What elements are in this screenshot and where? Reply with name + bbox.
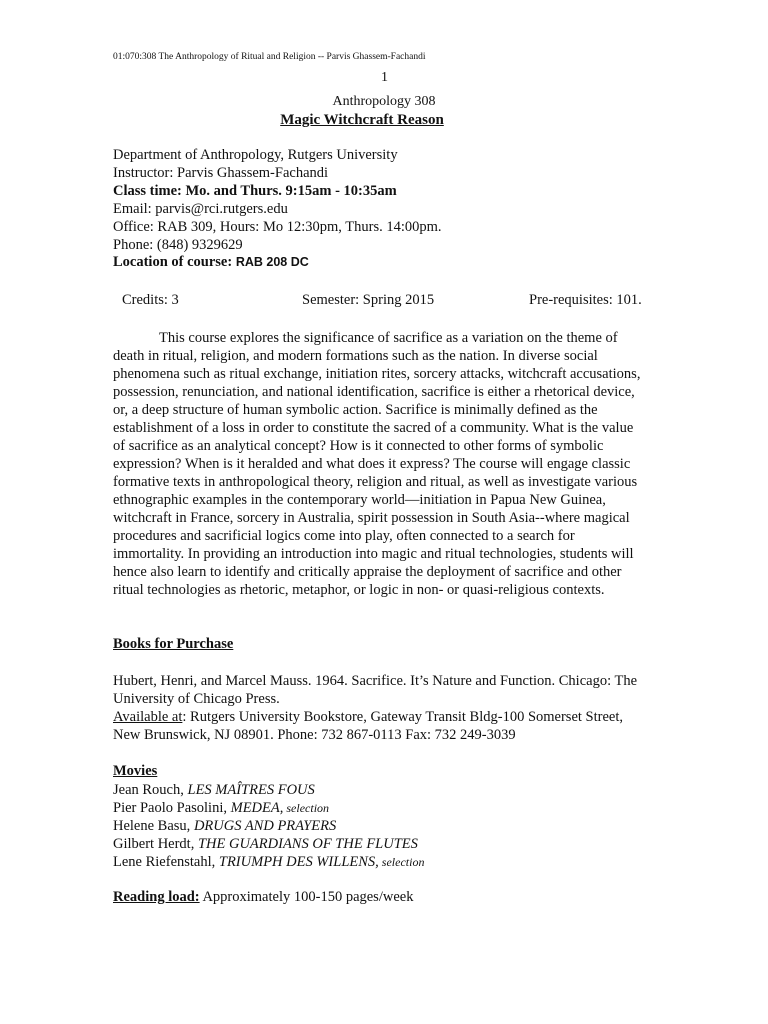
movie-item: Pier Paolo Pasolini, MEDEA, selection <box>113 800 330 816</box>
location <box>113 254 442 272</box>
email: Email: parvis@rci.rutgers.edu <box>113 200 288 217</box>
books-heading: Books for Purchase <box>113 636 234 652</box>
movie-title: LES MAÎTRES FOUS <box>187 782 315 798</box>
reading-text: Approximately 100-150 pages/week <box>199 889 414 905</box>
phone: Phone: (848) 9329629 <box>113 236 243 253</box>
movie-item: Jean Rouch, LES MAÎTRES FOUS <box>113 782 315 798</box>
semester: Semester: Spring 2015 <box>302 292 435 308</box>
department: Department of Anthropology, Rutgers University <box>113 147 398 163</box>
office: Office: RAB 309, Hours: Mo 12:30pm, Thurs. 14:00pm. <box>113 218 442 235</box>
instructor: Instructor: Parvis Ghassem-Fachandi <box>113 164 329 181</box>
movie-title: THE GUARDIANS OF THE FLUTES <box>197 836 418 852</box>
movie-item: Helene Basu, DRUGS AND PRAYERS <box>113 818 337 834</box>
movie-list <box>113 781 424 871</box>
location-label: Location of course: <box>113 254 233 271</box>
movie-item: Gilbert Herdt, THE GUARDIANS OF THE FLUTES <box>113 836 418 852</box>
book-citation: Hubert, Henri, and Marcel Mauss. 1964. Sacrifice. It’s Nature and Function. Chicago: The University of Chicago Press. <box>113 673 638 707</box>
course-description: This course explores the significance of sacrifice as a variation on the theme of death in ritual, religion, and modern formations such as the nation. In diverse social phenomena such as ritual exchange, initiation rites, sorcery attacks, witchcraft accusations, possession, renunciation, and national identification, sacrifice is either a rhetorical device, or, a deep structure of human symbolic action. Sacrifice is minimally defined as the establishment of a loss in order to constitute the sacred of a community. What is the value of sacrifice as an analytical concept? How is it connected to other forms of symbolic expression? When is it heralded and what does it express? The course will engage classic formative texts in anthropological theory, religion and ritual, as well as investigate various ethnographic examples in the contemporary world—initiation in Papua New Guinea, witchcraft in France, sorcery in Australia, spirit possession in South Asia--where magical procedures and sacrificial logics come into play, often connected to a search for immortality. In providing an introduction into magic and ritual technologies, students will hence also learn to identify and critically appraise the deployment of sacrifice and other ritual technologies as rhetoric, metaphor, or logic in non- or quasi-religious contexts. <box>113 330 641 598</box>
movies-heading: Movies <box>113 763 158 779</box>
credits: Credits: 3 <box>122 292 179 308</box>
page-number: 1 <box>381 70 388 85</box>
course-info <box>113 147 442 272</box>
course-title: Magic Witchcraft Reason <box>280 112 444 128</box>
available-text: : Rutgers University Bookstore, Gateway Transit Bldg-100 Somerset Street, New Brunswick, NJ 08901. Phone: 732 867-0113 Fax: 732 249-3039 <box>113 709 623 743</box>
book-entry <box>113 672 643 744</box>
available-label: Available at <box>113 709 183 725</box>
movie-title: DRUGS AND PRAYERS <box>193 818 337 834</box>
course-number: Anthropology 308 <box>332 94 436 109</box>
prerequisites: Pre-requisites: 101. <box>529 292 642 308</box>
class-time: Class time: Mo. and Thurs. 9:15am - 10:35am <box>113 182 397 199</box>
location-value: RAB 208 DC <box>235 255 309 270</box>
movie-title: MEDEA, <box>230 800 284 816</box>
running-header: 01:070:308 The Anthropology of Ritual and Religion -- Parvis Ghassem-Fachandi <box>113 52 426 62</box>
movie-item: Lene Riefenstahl, TRIUMPH DES WILLENS, selection <box>113 854 425 870</box>
reading-load <box>113 889 413 906</box>
reading-label: Reading load: <box>113 889 200 905</box>
movie-title: TRIUMPH DES WILLENS, <box>218 854 379 870</box>
